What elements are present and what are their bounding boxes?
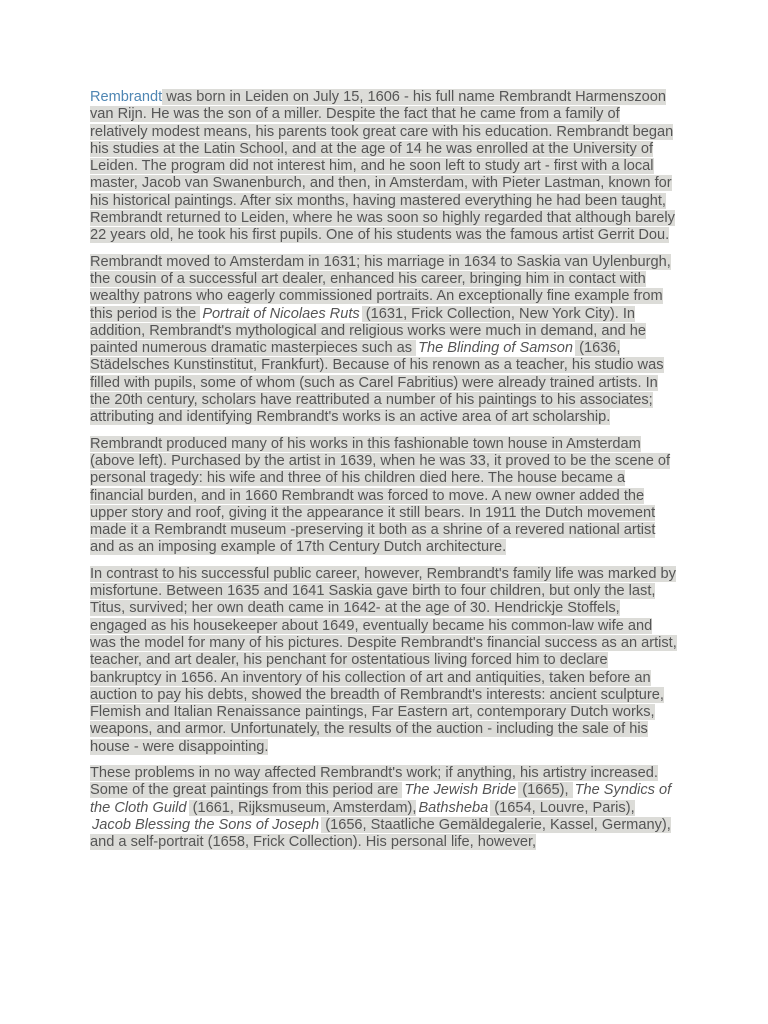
paragraph-text: (1665), (518, 782, 573, 799)
rembrandt-link[interactable]: Rembrandt (90, 89, 163, 105)
artwork-title: The Blinding of Samson (418, 340, 574, 357)
paragraph-family-life (90, 566, 678, 756)
paragraph-town-house (90, 436, 678, 557)
artwork-title: The Jewish Bride (404, 782, 517, 799)
paragraph-early-life (90, 89, 678, 245)
paragraph-amsterdam (90, 254, 678, 427)
artwork-title: Portrait of Nicolaes Ruts (202, 305, 360, 322)
artwork-title: The Syndics of the Cloth Guild (90, 782, 672, 816)
paragraph-text: Rembrandt moved to Amsterdam in 1631; his marriage in 1634 to Saskia van Uylenburgh, the cousin of a successful art dealer, enhanced his career, bringing him in contact with wealthy patrons who eagerly commissioned portraits. An exceptionally fine example from this period is the (90, 253, 671, 322)
paragraph-late-works (90, 765, 678, 851)
paragraph-text: was born in Leiden on July 15, 1606 - his full name Rembrandt Harmenszoon van Rijn. He was the son of a miller. Despite the fact that he came from a family of relatively modest means, his parents took great care with his education. Rembrandt began his studies at the Latin School, and at the age of 14 he was enrolled at the University of Leiden. The program did not interest him, and he soon left to study art - first with a local master, Jacob van Swanenburch, and then, in Amsterdam, with Pieter Lastman, known for his historical paintings. After six months, having mastered everything he had been taught, Rembrandt returned to Leiden, where he was soon so highly regarded that although barely 22 years old, he took his first pupils. One of his students was the famous artist Gerrit Dou. (90, 89, 675, 244)
artwork-title: Jacob Blessing the Sons of Joseph (92, 816, 320, 833)
paragraph-text: (1656, Staatliche Gemäldegalerie, Kassel, Germany), and a self-portrait (1658, Frick Collection). His personal life, however, (90, 816, 671, 851)
paragraph-text: (1661, Rijksmuseum, Amsterdam), (188, 799, 417, 816)
document-body (90, 89, 678, 860)
paragraph-text: (1654, Louvre, Paris), (490, 799, 635, 816)
artwork-title: Bathsheba (418, 799, 489, 816)
paragraph-text: In contrast to his successful public career, however, Rembrandt's family life was marked by misfortune. Between 1635 and 1641 Saskia gave birth to four children, but only the last, Titus, survived; her own death came in 1642- at the age of 30. Hendrickje Stoffels, engaged as his housekeeper about 1649, eventually became his common-law wife and was the model for many of his pictures. Despite Rembrandt's financial success as an artist, teacher, and art dealer, his penchant for ostentatious living forced him to declare bankruptcy in 1656. An inventory of his collection of art and antiquities, taken before an auction to pay his debts, showed the breadth of Rembrandt's interests: ancient sculpture, Flemish and Italian Renaissance paintings, Far Eastern art, contemporary Dutch works, weapons, and armor. Unfortunately, the results of the auction - including the sale of his house - were disappointing. (90, 565, 677, 755)
paragraph-text: These problems in no way affected Rembrandt's work; if anything, his artistry increased. Some of the great paintings from this period are (90, 764, 658, 799)
paragraph-text: (1631, Frick Collection, New York City). In addition, Rembrandt's mythological and religious works were much in demand, and he painted numerous dramatic masterpieces such as (90, 305, 647, 357)
paragraph-text: Rembrandt produced many of his works in this fashionable town house in Amsterdam (above left). Purchased by the artist in 1639, when he was 33, it proved to be the scene of personal tragedy: his wife and three of his children died here. The house became a financial burden, and in 1660 Rembrandt was forced to move. A new owner added the upper story and roof, giving it the appearance it still bears. In 1911 the Dutch movement made it a Rembrandt museum -preserving it both as a shrine of a revered national artist and as an imposing example of 17th Century Dutch architecture. (90, 435, 671, 556)
paragraph-text: (1636, Städelsches Kunstinstitut, Frankfurt). Because of his renown as a teacher, his studio was filled with pupils, some of whom (such as Carel Fabritius) were already trained artists. In the 20th century, scholars have reattributed a number of his paintings to his associates; attributing and identifying Rembrandt's works is an active area of art scholarship. (90, 340, 664, 426)
